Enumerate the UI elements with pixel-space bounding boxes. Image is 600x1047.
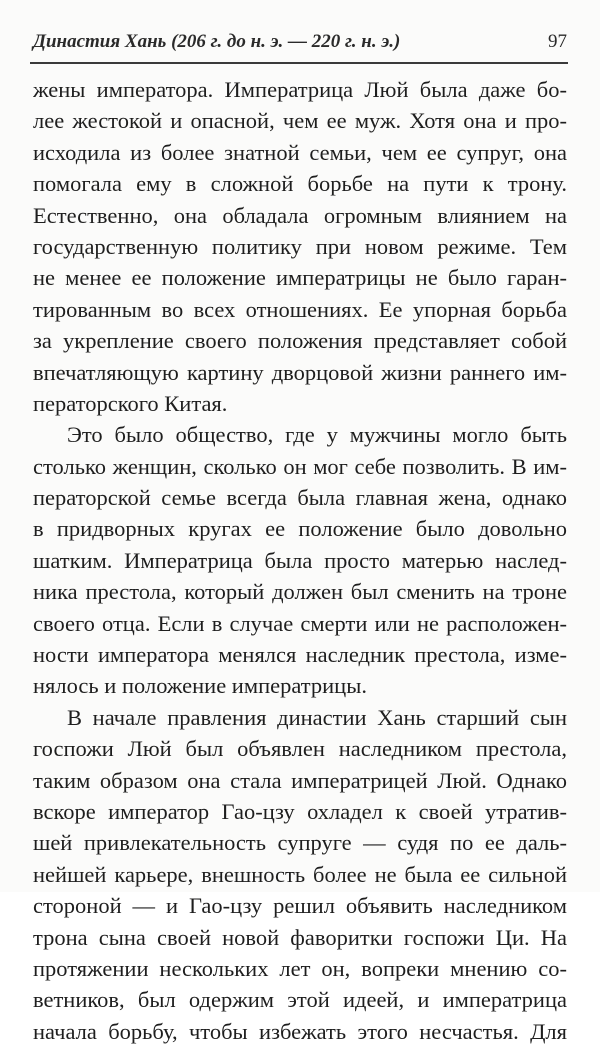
- text-line: стороной — и Гао-цзу решил объявить наследником: [33, 893, 567, 919]
- text-line: ператорской семье всегда была главная жена, однако: [33, 485, 567, 511]
- text-line: нялось и положение императрицы.: [33, 673, 367, 699]
- text-line: исходила из более знатной семьи, чем ее супруг, она: [33, 139, 567, 165]
- text-line: столько женщин, сколько он мог себе позволить. В им-: [33, 453, 567, 479]
- text-line: начала борьбу, чтобы избежать этого несчастья. Для: [33, 1018, 567, 1044]
- text-line: госпожи Люй был объявлен наследником престола,: [33, 736, 567, 762]
- text-line: лее жестокой и опасной, чем ее муж. Хотя она и про-: [33, 108, 567, 134]
- text-line: ности императора менялся наследник престола, изме-: [33, 642, 567, 668]
- text-line: протяжении нескольких лет он, вопреки мнению со-: [33, 955, 567, 981]
- text-line: нейшей карьере, внешность более не была ее сильной: [33, 861, 567, 887]
- body-text: [33, 74, 567, 1047]
- text-line: впечатляющую картину дворцовой жизни раннего им-: [33, 359, 567, 385]
- text-line: таким образом она стала императрицей Люй. Однако: [33, 767, 567, 793]
- text-line: ператорского Китая.: [33, 390, 228, 416]
- text-line: вскоре император Гао-цзу охладел к своей утратив-: [33, 798, 567, 824]
- running-head-title: Династия Хань (206 г. до н. э. — 220 г. н. э.): [33, 31, 401, 52]
- text-line: Естественно, она обладала огромным влиянием на: [33, 202, 567, 228]
- text-line: шей привлекательность супруге — судя по ее даль-: [33, 830, 567, 856]
- text-line: ветников, был одержим этой идеей, и императрица: [33, 987, 567, 1013]
- text-line: за укрепление своего положения представляет собой: [33, 328, 567, 354]
- text-line: шатким. Императрица была просто матерью наслед-: [33, 547, 567, 573]
- text-line: в придворных кругах ее положение было довольно: [33, 516, 567, 542]
- text-line: не менее ее положение императрицы не было гаран-: [33, 265, 567, 291]
- header-rule: [30, 62, 568, 64]
- text-line: Это было общество, где у мужчины могло быть: [67, 422, 567, 448]
- text-line: тированным во всех отношениях. Ее упорная борьба: [33, 296, 567, 322]
- text-line: ника престола, который должен был сменить на троне: [33, 579, 567, 605]
- text-line: жены императора. Императрица Люй была даже бо-: [33, 77, 567, 102]
- text-line: государственную политику при новом режиме. Тем: [33, 233, 567, 259]
- text-line: своего отца. Если в случае смерти или не расположен-: [33, 610, 567, 636]
- text-line: трона сына своей новой фаворитки госпожи Ци. На: [33, 924, 567, 950]
- text-line: В начале правления династии Хань старший сын: [67, 704, 567, 730]
- text-line: помогала ему в сложной борьбе на пути к трону.: [33, 171, 567, 197]
- page-number: 97: [548, 31, 567, 52]
